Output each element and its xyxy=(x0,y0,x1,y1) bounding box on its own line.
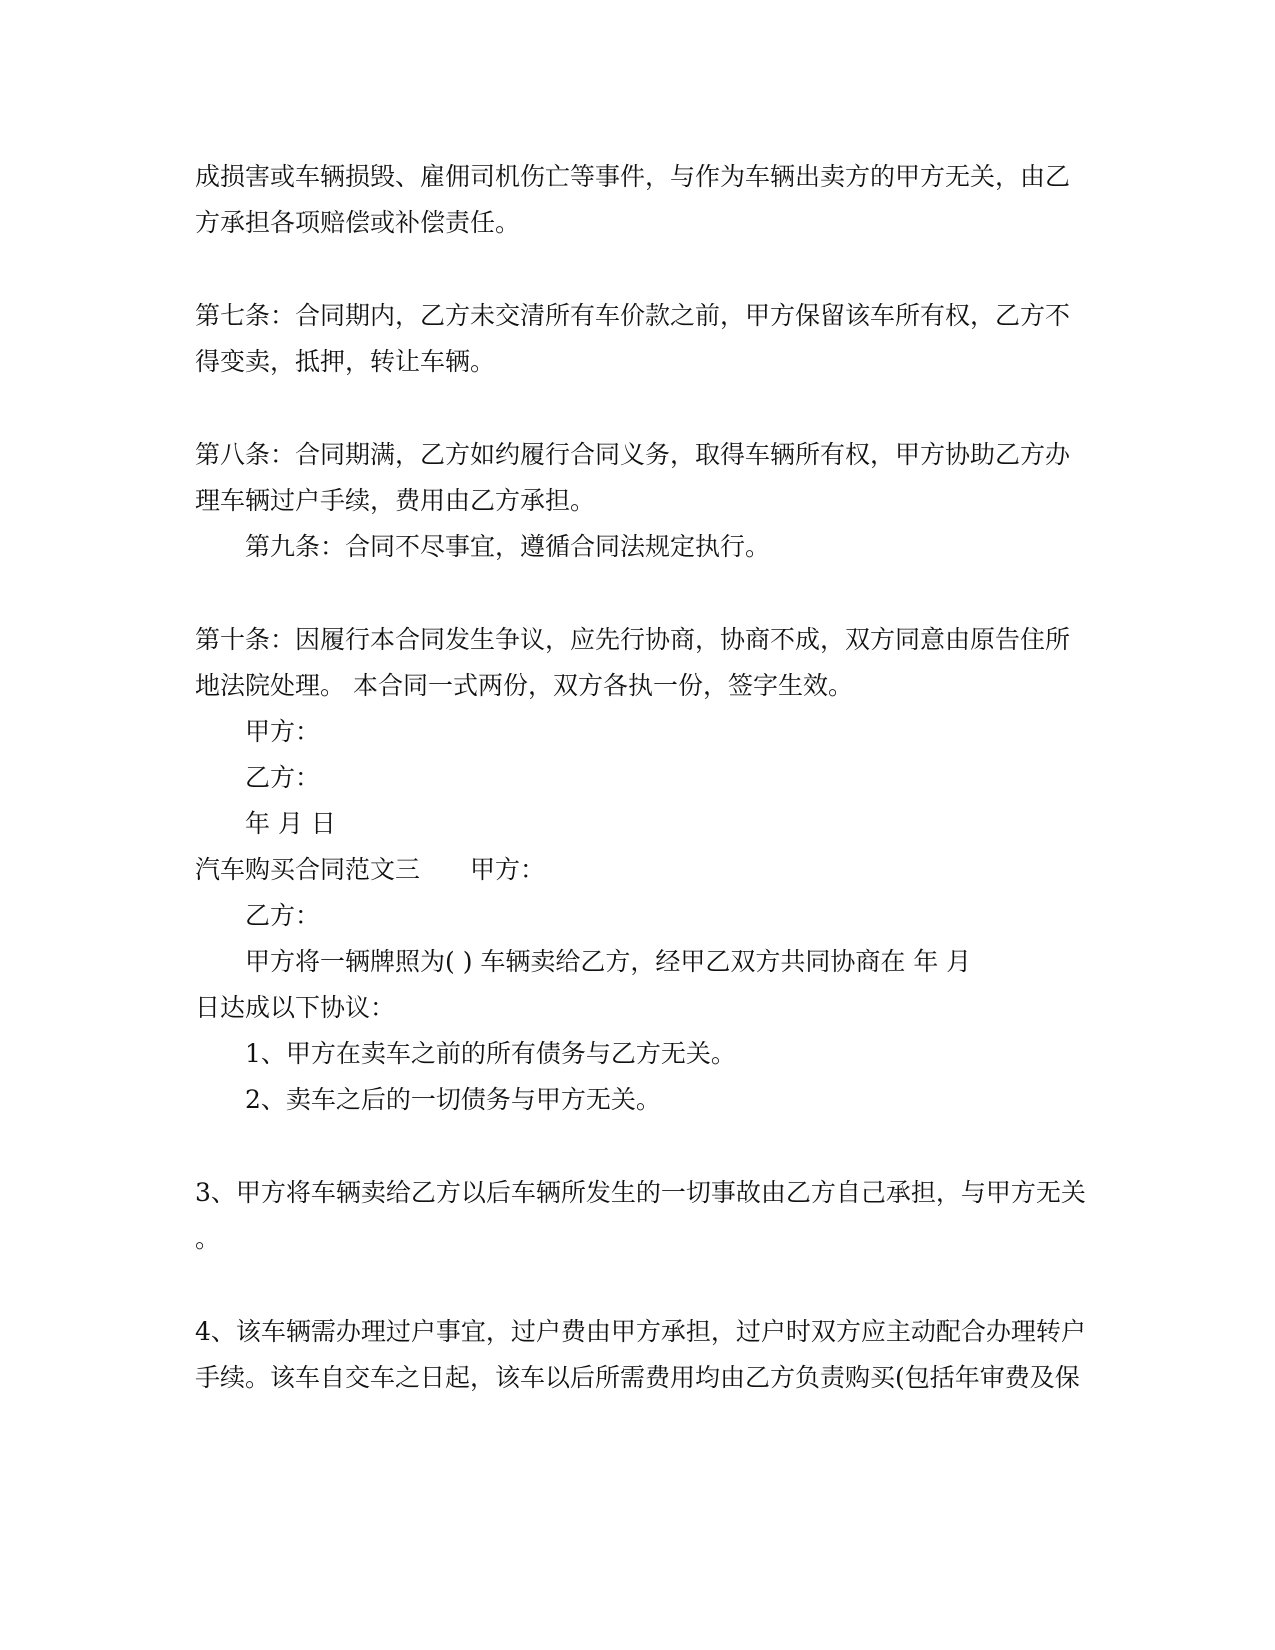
agreement-intro-line: 甲方将一辆牌照为( ) 车辆卖给乙方，经甲乙双方共同协商在 年 月 xyxy=(245,947,972,976)
article-9-line: 第九条：合同不尽事宜，遵循合同法规定执行。 xyxy=(245,532,771,561)
clause-2: 2、卖车之后的一切债务与甲方无关。 xyxy=(245,1085,661,1114)
clause-1: 1、甲方在卖车之前的所有债务与乙方无关。 xyxy=(245,1039,736,1068)
article-10-line: 第十条：因履行本合同发生争议，应先行协商，协商不成，双方同意由原告住所 xyxy=(195,625,1071,654)
clause-4-continued: 手续。该车自交车之日起，该车以后所需费用均由乙方负责购买(包括年审费及保 xyxy=(195,1363,1080,1392)
article-7-line: 第七条：合同期内，乙方未交清所有车价款之前，甲方保留该车所有权，乙方不 xyxy=(195,301,1071,330)
clause-3-continued: 。 xyxy=(195,1224,221,1253)
party-a-label: 甲方： xyxy=(470,855,546,884)
contract-sample-title: 汽车购买合同范文三 xyxy=(195,855,421,884)
article-8-line: 第八条：合同期满，乙方如约履行合同义务，取得车辆所有权，甲方协助乙方办 xyxy=(195,440,1071,469)
paragraph-line: 成损害或车辆损毁、雇佣司机伤亡等事件，与作为车辆出卖方的甲方无关，由乙 xyxy=(195,162,1071,191)
clause-4: 4、该车辆需办理过户事宜，过户费由甲方承担，过户时双方应主动配合办理转户 xyxy=(195,1317,1086,1346)
agreement-intro-line: 日达成以下协议： xyxy=(195,993,396,1022)
party-a-signature-label: 甲方： xyxy=(245,717,321,746)
clause-3: 3、甲方将车辆卖给乙方以后车辆所发生的一切事故由乙方自己承担，与甲方无关 xyxy=(195,1178,1086,1207)
date-line: 年 月 日 xyxy=(245,809,336,838)
article-10-line: 地法院处理。 本合同一式两份，双方各执一份，签字生效。 xyxy=(195,671,853,700)
article-7-line: 得变卖，抵押，转让车辆。 xyxy=(195,347,496,376)
party-b-signature-label: 乙方： xyxy=(245,763,321,792)
party-b-label: 乙方： xyxy=(245,901,321,930)
article-8-line: 理车辆过户手续，费用由乙方承担。 xyxy=(195,486,596,515)
section-heading-line xyxy=(195,855,545,885)
paragraph-line: 方承担各项赔偿或补偿责任。 xyxy=(195,208,521,237)
